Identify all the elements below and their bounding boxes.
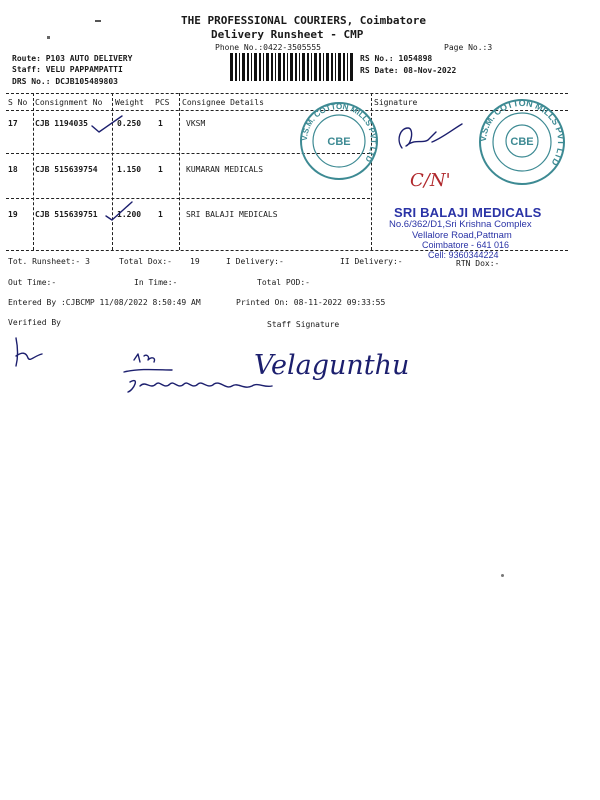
entered-by: Entered By :CJBCMP 11/08/2022 8:50:49 AM — [8, 298, 201, 307]
total-runsheet: Tot. Runsheet:- 3 — [8, 257, 90, 266]
out-time: Out Time:- — [8, 278, 57, 287]
cbe-right-text: CBE — [510, 136, 534, 148]
row-consignee: KUMARAN MEDICALS — [186, 165, 264, 174]
row-weight: 1.200 — [117, 210, 142, 219]
drs-number: DRS No.: DCJB105489803 — [12, 77, 118, 86]
verified-by-label: Verified By — [8, 318, 61, 327]
in-time: In Time:- — [134, 278, 178, 287]
signature-scribble — [392, 118, 467, 158]
col-header-pcs: PCS — [155, 98, 170, 107]
row-sno: 18 — [8, 165, 18, 174]
row-pcs: 1 — [158, 165, 163, 174]
col-header-sno: S No — [8, 98, 28, 107]
col-divider — [33, 93, 34, 250]
staff: Staff: VELU PAPPAMPATTI — [12, 65, 123, 74]
stamp-address-line3: Coimbatore - 641 016 — [422, 240, 510, 250]
barcode — [228, 53, 356, 81]
row-rule — [6, 198, 370, 199]
col-header-signature: Signature — [374, 98, 418, 107]
staff-signature-label: Staff Signature — [267, 320, 340, 329]
stamp-company-name: SRI BALAJI MEDICALS — [394, 205, 542, 220]
row-consignment: CJB 515639751 — [35, 210, 98, 219]
table-top-rule — [6, 93, 568, 94]
col-header-weight: Weight — [115, 98, 144, 107]
row-pcs: 1 — [158, 119, 163, 128]
cotton-mills-stamp-left — [296, 98, 382, 184]
printed-on: Printed On: 08-11-2022 09:33:55 — [236, 298, 386, 307]
check-mark-icon — [100, 200, 136, 224]
runsheet-title: Delivery Runsheet - CMP — [211, 28, 364, 41]
phone-number: Phone No.:0422-3505555 — [215, 43, 321, 52]
col-header-consignment: Consignment No — [35, 98, 103, 107]
route: Route: P103 AUTO DELIVERY — [12, 54, 133, 63]
row-consignee: SRI BALAJI MEDICALS — [186, 210, 278, 219]
total-pod: Total POD:- — [257, 278, 310, 287]
svg-text:V.S.M. COTTON MILLS PVT LTD: V.S.M. COTTON MILLS PVT LTD — [299, 101, 379, 164]
row-consignment: CJB 1194035 — [35, 119, 88, 128]
rtn-dox: RTN Dox:- — [456, 259, 500, 268]
check-mark-icon — [88, 112, 128, 138]
staff-signature — [250, 336, 410, 390]
rs-date: RS Date: 08-Nov-2022 — [360, 66, 457, 75]
staff-signature-text: Velagunthu — [254, 350, 410, 381]
cotton-ring-text: V.S.M. COTTON MILLS PVT LTD — [477, 97, 567, 168]
i-delivery: I Delivery:- — [226, 257, 284, 266]
scan-speck — [95, 20, 101, 22]
row-consignment: CJB 515639754 — [35, 165, 98, 174]
total-dox-label: Total Dox:- — [119, 257, 172, 266]
row-consignee: VKSM — [186, 119, 206, 128]
cbe-left-text: CBE — [327, 136, 351, 148]
col-divider — [179, 93, 180, 250]
rs-number: RS No.: 1054898 — [360, 54, 433, 63]
row-weight: 0.250 — [117, 119, 142, 128]
row-weight: 1.150 — [117, 165, 142, 174]
stamp-address-line1: No.6/362/D1,Sri Krishna Complex — [389, 219, 532, 230]
page-number: Page No.:3 — [444, 43, 493, 52]
row-sno: 17 — [8, 119, 18, 128]
scan-speck — [47, 36, 50, 39]
row-pcs: 1 — [158, 210, 163, 219]
cn-handwritten-note: C/N' — [410, 170, 451, 191]
company-name: THE PROFESSIONAL COURIERS, Coimbatore — [181, 14, 427, 27]
stamp-address-line2: Vellalore Road,Pattnam — [412, 230, 512, 241]
ii-delivery: II Delivery:- — [340, 257, 403, 266]
verifier-signature — [10, 334, 50, 370]
scan-speck — [501, 574, 504, 577]
total-dox-value: 19 — [190, 257, 200, 266]
cotton-mills-stamp-right — [470, 96, 570, 188]
col-header-consignee: Consignee Details — [182, 98, 264, 107]
stamp-phone: Cell: 9360344224 — [428, 250, 499, 260]
row-sno: 19 — [8, 210, 18, 219]
